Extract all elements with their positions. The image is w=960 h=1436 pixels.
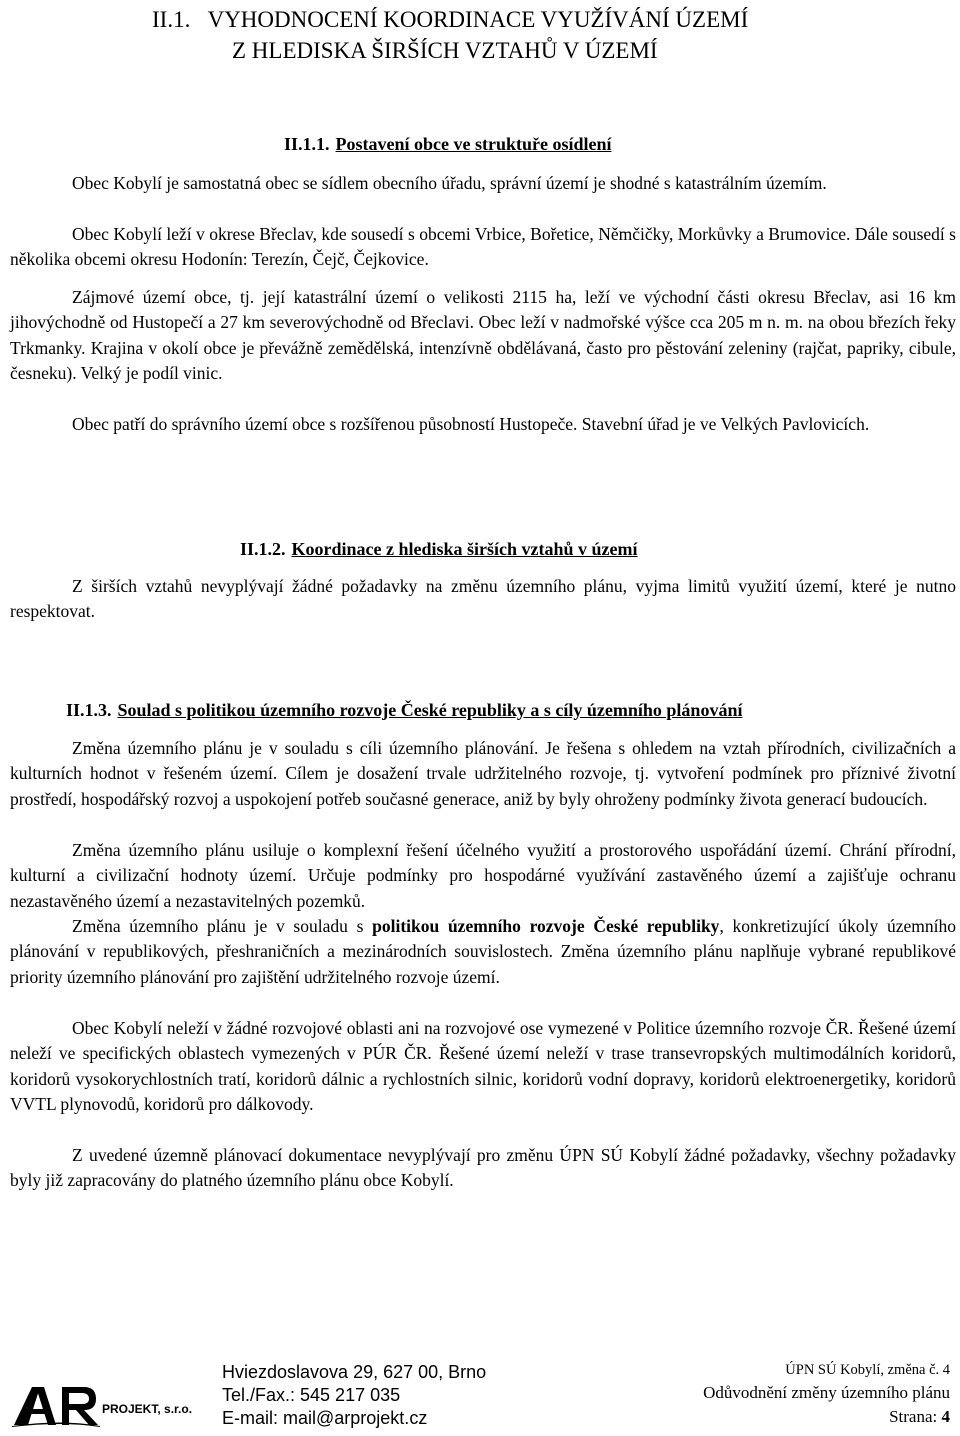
paragraph-1-2: Obec Kobylí leží v okrese Břeclav, kde sousedí s obcemi Vrbice, Bořetice, Němčičky, Morkůvky a Brumovice. Dále sousedí s několika obcemi okresu Hodonín: Terezín, Čejč, Čejkovice.: [10, 224, 956, 270]
title-line-2: Z HLEDISKA ŠIRŠÍCH VZTAHŮ V ÚZEMÍ: [232, 38, 658, 63]
company-name: PROJEKT, s.r.o.: [102, 1402, 193, 1416]
title-line-1: [152, 4, 748, 35]
footer-address: Hviezdoslavova 29, 627 00, Brno: [222, 1362, 487, 1382]
section-title-3: Soulad s politikou územního rozvoje České republiky a s cíly územního plánování: [117, 700, 743, 720]
title-text-1: VYHODNOCENÍ KOORDINACE VYUŽÍVÁNÍ ÚZEMÍ: [207, 7, 749, 32]
bold-phrase-pur: politikou územního rozvoje České republiky: [372, 916, 720, 936]
section-number-3: II.1.3.: [66, 700, 112, 720]
section-heading-1: [284, 132, 612, 156]
section-title-1: Postavení obce ve struktuře osídlení: [335, 134, 612, 154]
section-heading-3: [66, 698, 742, 722]
paragraph-3-4: Obec Kobylí neleží v žádné rozvojové oblasti ani na rozvojové ose vymezené v Politice územního rozvoje ČR. Řešené území neleží ve specifických oblastech vymezených v PÚR ČR. Řešené území neleží v trase transevropských multimodálních koridorů, koridorů vysokorychlostních tratí, koridorů dálnic a rychlostních silnic, koridorů vodní dopravy, koridorů elektroenergetiky, koridorů VVTL plynovodů, koridorů pro dálkovody.: [10, 1018, 956, 1115]
footer-divider: [0, 1347, 960, 1348]
title-number: II.1.: [152, 7, 191, 32]
section-number-1: II.1.1.: [284, 134, 330, 154]
paragraph-3-2: Změna územního plánu usiluje o komplexní řešení účelného využití a prostorového uspořádání území. Chrání přírodní, kulturní a civilizační hodnoty území. Určuje podmínky pro hospodárné využívání zastavěného území a zajišťuje ochranu nezastavěného území a nezastavitelných pozemků.: [10, 840, 956, 911]
footer-doc-name: ÚPN SÚ Kobylí, změna č. 4: [785, 1362, 950, 1378]
footer-email: E-mail: mail@arprojekt.cz: [222, 1408, 428, 1428]
footer-page: [889, 1406, 950, 1428]
paragraph-3-1: Změna územního plánu je v souladu s cíli územního plánování. Je řešena s ohledem na vztah přírodních, civilizačních a kulturních hodnot v řešeném území. Cílem je dosažení trvale udržitelného rozvoje, tj. vytvoření podmínek pro příznivé životní prostředí, hospodářský rozvoj a uspokojení potřeb současné generace, aniž by byly ohroženy podmínky života generací budoucích.: [10, 738, 956, 809]
section-heading-2: [240, 537, 638, 561]
paragraph-3-5: Z uvedené územně plánovací dokumentace nevyplývají pro změnu ÚPN SÚ Kobylí žádné požadavky, všechny požadavky byly již zapracovány do platného územního plánu obce Kobylí.: [10, 1145, 956, 1191]
section-number-2: II.1.2.: [240, 539, 286, 559]
footer-phone: Tel./Fax.: 545 217 035: [222, 1385, 401, 1405]
section-title-2: Koordinace z hlediska širších vztahů v území: [291, 539, 638, 559]
paragraph-1-4: Obec patří do správního území obce s rozšířenou působností Hustopeče. Stavební úřad je ve Velkých Pavlovicích.: [72, 414, 870, 434]
footer-doc-part: Odůvodnění změny územního plánu: [703, 1383, 950, 1402]
paragraph-1-3: Zájmové území obce, tj. její katastrální území o velikosti 2115 ha, leží ve východní části okresu Břeclav, asi 16 km jihovýchodně od Hustopečí a 27 km severovýchodně od Břeclavi. Obec leží v nadmořské výšce cca 205 m n. m. na obou březích řeky Trkmanky. Krajina v okolí obce je převážně zemědělská, intenzívně obdělávaná, často pro pěstování zeleniny (rajčat, papriky, cibule, česneku). Velký je podíl vinic.: [10, 287, 956, 384]
paragraph-3-3: Změna územního plánu je v souladu s politikou územního rozvoje České republiky, konkretizující úkoly územního plánování v republikových, přeshraničních a mezinárodních souvislostech. Změna územního plánu naplňuje vybrané republikové priority územního plánování pro zajištění udržitelného rozvoje území.: [10, 916, 957, 987]
page-label: Strana:: [889, 1407, 942, 1426]
paragraph-2-1: Z širších vztahů nevyplývají žádné požadavky na změnu územního plánu, vyjma limitů využití území, které je nutno respektovat.: [10, 576, 956, 622]
paragraph-1-1: Obec Kobylí je samostatná obec se sídlem obecního úřadu, správní území je shodné s katastrálním územím.: [72, 173, 827, 193]
page-number: 4: [941, 1407, 950, 1426]
